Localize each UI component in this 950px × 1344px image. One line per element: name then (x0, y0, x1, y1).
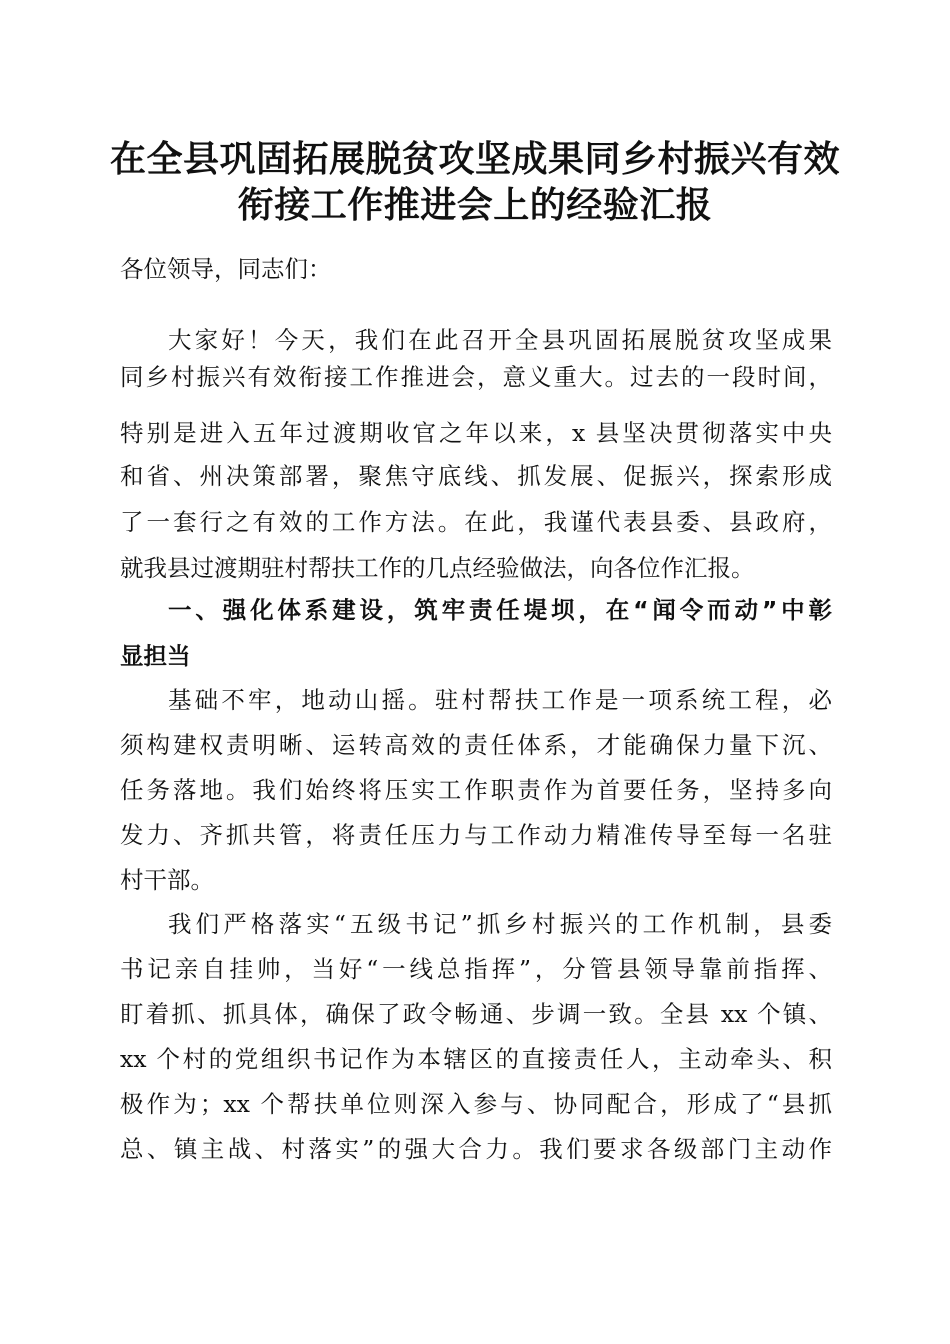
paragraph-line: 村干部。 (120, 866, 214, 894)
intro-line: 了一套行之有效的工作方法。在此，我谨代表县委、县政府， (120, 508, 832, 536)
intro-line: 大家好！今天，我们在此召开全县巩固拓展脱贫攻坚成果 (168, 326, 832, 354)
paragraph-line: 发力、齐抓共管，将责任压力与工作动力精准传导至每一名驻 (120, 821, 832, 849)
section-heading-line: 显担当 (120, 642, 191, 670)
paragraph-line: 书记亲自挂帅，当好“一线总指挥”，分管县领导靠前指挥、 (120, 955, 832, 983)
document-title-line-1: 在全县巩固拓展脱贫攻坚成果同乡村振兴有效 (109, 138, 840, 180)
section-heading-line: 一、强化体系建设，筑牢责任堤坝，在“闻令而动”中彰 (168, 596, 832, 624)
salutation: 各位领导，同志们： (120, 255, 332, 283)
paragraph-line: xx 个村的党组织书记作为本辖区的直接责任人，主动牵头、积 (120, 1045, 832, 1073)
paragraph-line: 极作为；xx 个帮扶单位则深入参与、协同配合，形成了“县抓 (120, 1090, 832, 1118)
intro-line: 同乡村振兴有效衔接工作推进会，意义重大。过去的一段时间， (120, 363, 832, 391)
paragraph-line: 任务落地。我们始终将压实工作职责作为首要任务，坚持多向 (120, 776, 832, 804)
paragraph-line: 我们严格落实“五级书记”抓乡村振兴的工作机制，县委 (168, 910, 832, 938)
paragraph-line: 基础不牢，地动山摇。驻村帮扶工作是一项系统工程，必 (168, 686, 832, 714)
intro-line: 就我县过渡期驻村帮扶工作的几点经验做法，向各位作汇报。 (120, 554, 755, 582)
paragraph-line: 总、镇主战、村落实”的强大合力。我们要求各级部门主动作 (120, 1135, 832, 1163)
intro-line: 特别是进入五年过渡期收官之年以来，x 县坚决贯彻落实中央 (120, 419, 832, 447)
intro-line: 和省、州决策部署，聚焦守底线、抓发展、促振兴，探索形成 (120, 462, 832, 490)
document-title-line-2: 衔接工作推进会上的经验汇报 (237, 184, 713, 226)
paragraph-line: 盯着抓、抓具体，确保了政令畅通、步调一致。全县 xx 个镇、 (120, 1000, 832, 1028)
paragraph-line: 须构建权责明晰、运转高效的责任体系，才能确保力量下沉、 (120, 731, 832, 759)
